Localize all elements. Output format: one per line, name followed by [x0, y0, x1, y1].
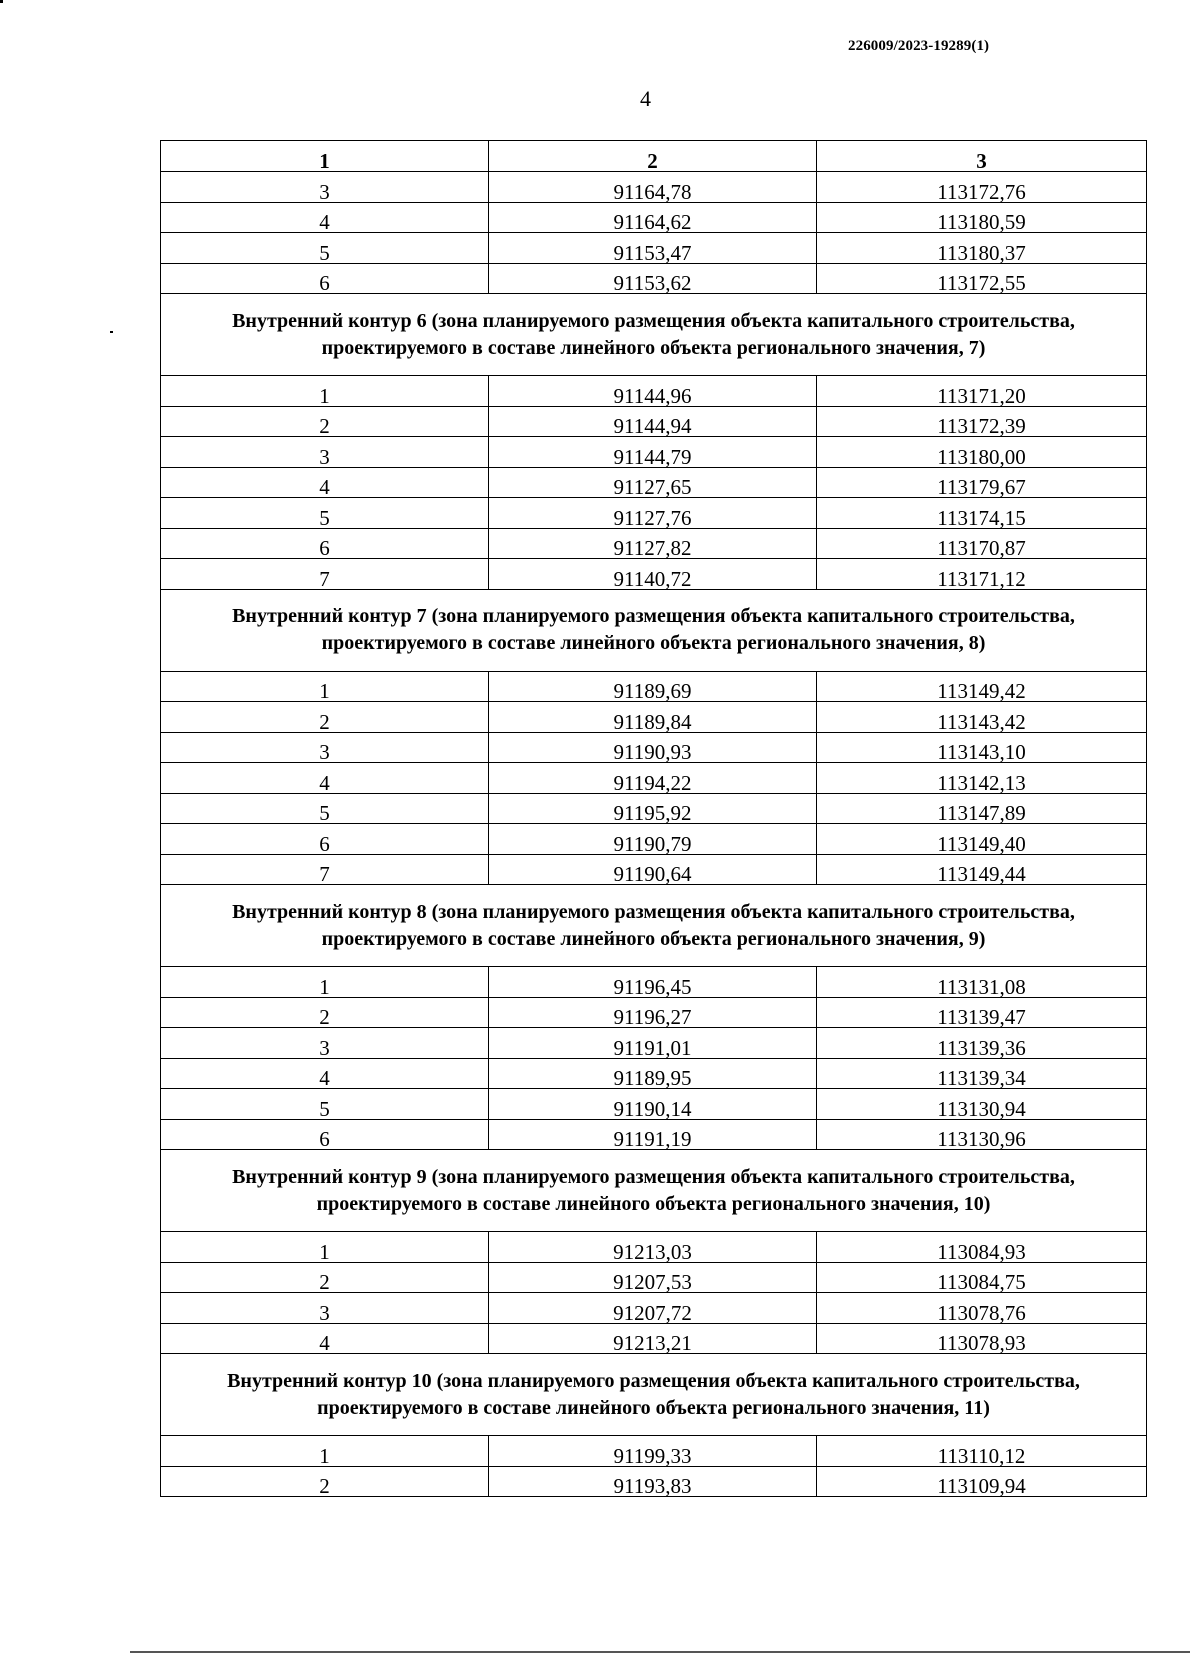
y-coordinate-cell: 113142,13 [817, 763, 1147, 794]
point-number-cell: 4 [161, 202, 489, 233]
y-coordinate-cell: 113180,59 [817, 202, 1147, 233]
table-row [161, 559, 1147, 590]
point-number-cell: 5 [161, 793, 489, 824]
x-coordinate-cell: 91196,45 [489, 967, 817, 998]
point-number-cell: 2 [161, 1262, 489, 1293]
table-row [161, 467, 1147, 498]
table-row [161, 997, 1147, 1028]
y-coordinate-cell: 113171,20 [817, 376, 1147, 407]
coordinates-table-container [160, 140, 1146, 1497]
contour-title: Внутренний контур 9 (зона планируемого размещения объекта капитального строительства, проектируемого в составе линейного объекта регионального значения, 10) [161, 1150, 1147, 1232]
point-number-cell: 6 [161, 1119, 489, 1150]
x-coordinate-cell: 91164,78 [489, 172, 817, 203]
table-row [161, 1028, 1147, 1059]
table-row [161, 406, 1147, 437]
x-coordinate-cell: 91153,62 [489, 263, 817, 294]
x-coordinate-cell: 91207,72 [489, 1293, 817, 1324]
column-header-1: 1 [161, 141, 489, 172]
contour-title-row [161, 885, 1147, 967]
table-row [161, 202, 1147, 233]
point-number-cell: 7 [161, 559, 489, 590]
point-number-cell: 1 [161, 376, 489, 407]
y-coordinate-cell: 113110,12 [817, 1436, 1147, 1467]
contour-title-row [161, 1354, 1147, 1436]
x-coordinate-cell: 91213,21 [489, 1323, 817, 1354]
table-row [161, 1262, 1147, 1293]
point-number-cell: 3 [161, 172, 489, 203]
contour-title-row [161, 589, 1147, 671]
point-number-cell: 6 [161, 528, 489, 559]
table-row [161, 172, 1147, 203]
x-coordinate-cell: 91191,01 [489, 1028, 817, 1059]
y-coordinate-cell: 113172,55 [817, 263, 1147, 294]
page-number: 4 [640, 86, 651, 111]
point-number-cell: 4 [161, 763, 489, 794]
y-coordinate-cell: 113179,67 [817, 467, 1147, 498]
y-coordinate-cell: 113143,10 [817, 732, 1147, 763]
y-coordinate-cell: 113130,94 [817, 1089, 1147, 1120]
point-number-cell: 6 [161, 263, 489, 294]
contour-title-row [161, 294, 1147, 376]
point-number-cell: 3 [161, 1028, 489, 1059]
x-coordinate-cell: 91194,22 [489, 763, 817, 794]
y-coordinate-cell: 113172,39 [817, 406, 1147, 437]
table-row [161, 793, 1147, 824]
point-number-cell: 1 [161, 967, 489, 998]
table-row [161, 1466, 1147, 1497]
x-coordinate-cell: 91191,19 [489, 1119, 817, 1150]
x-coordinate-cell: 91190,64 [489, 854, 817, 885]
table-row [161, 263, 1147, 294]
x-coordinate-cell: 91193,83 [489, 1466, 817, 1497]
table-row [161, 763, 1147, 794]
point-number-cell: 1 [161, 1232, 489, 1263]
table-header-row [161, 141, 1147, 172]
y-coordinate-cell: 113149,42 [817, 671, 1147, 702]
x-coordinate-cell: 91190,93 [489, 732, 817, 763]
x-coordinate-cell: 91195,92 [489, 793, 817, 824]
y-coordinate-cell: 113130,96 [817, 1119, 1147, 1150]
point-number-cell: 5 [161, 1089, 489, 1120]
table-row [161, 702, 1147, 733]
y-coordinate-cell: 113174,15 [817, 498, 1147, 529]
point-number-cell: 2 [161, 702, 489, 733]
table-row [161, 1058, 1147, 1089]
point-number-cell: 2 [161, 1466, 489, 1497]
y-coordinate-cell: 113139,47 [817, 997, 1147, 1028]
x-coordinate-cell: 91207,53 [489, 1262, 817, 1293]
point-number-cell: 3 [161, 437, 489, 468]
point-number-cell: 3 [161, 732, 489, 763]
table-row [161, 1293, 1147, 1324]
table-row [161, 1436, 1147, 1467]
coordinates-table [160, 140, 1147, 1497]
table-row [161, 732, 1147, 763]
y-coordinate-cell: 113147,89 [817, 793, 1147, 824]
table-row [161, 854, 1147, 885]
x-coordinate-cell: 91140,72 [489, 559, 817, 590]
point-number-cell: 1 [161, 1436, 489, 1467]
point-number-cell: 4 [161, 1323, 489, 1354]
y-coordinate-cell: 113149,40 [817, 824, 1147, 855]
table-row [161, 1089, 1147, 1120]
table-row [161, 1232, 1147, 1263]
x-coordinate-cell: 91196,27 [489, 997, 817, 1028]
point-number-cell: 4 [161, 467, 489, 498]
x-coordinate-cell: 91213,03 [489, 1232, 817, 1263]
table-row [161, 498, 1147, 529]
x-coordinate-cell: 91164,62 [489, 202, 817, 233]
point-number-cell: 5 [161, 498, 489, 529]
x-coordinate-cell: 91189,69 [489, 671, 817, 702]
x-coordinate-cell: 91144,94 [489, 406, 817, 437]
point-number-cell: 5 [161, 233, 489, 264]
contour-title: Внутренний контур 10 (зона планируемого размещения объекта капитального строительства, проектируемого в составе линейного объекта регионального значения, 11) [161, 1354, 1147, 1436]
table-row [161, 376, 1147, 407]
y-coordinate-cell: 113149,44 [817, 854, 1147, 885]
y-coordinate-cell: 113171,12 [817, 559, 1147, 590]
y-coordinate-cell: 113170,87 [817, 528, 1147, 559]
point-number-cell: 1 [161, 671, 489, 702]
table-row [161, 967, 1147, 998]
y-coordinate-cell: 113139,36 [817, 1028, 1147, 1059]
table-row [161, 824, 1147, 855]
x-coordinate-cell: 91127,82 [489, 528, 817, 559]
contour-title: Внутренний контур 8 (зона планируемого размещения объекта капитального строительства, проектируемого в составе линейного объекта регионального значения, 9) [161, 885, 1147, 967]
y-coordinate-cell: 113172,76 [817, 172, 1147, 203]
document-number: 226009/2023-19289(1) [848, 38, 990, 54]
scan-speck [110, 331, 113, 333]
table-body [161, 141, 1147, 1497]
y-coordinate-cell: 113139,34 [817, 1058, 1147, 1089]
x-coordinate-cell: 91127,76 [489, 498, 817, 529]
table-row [161, 671, 1147, 702]
x-coordinate-cell: 91190,14 [489, 1089, 817, 1120]
y-coordinate-cell: 113078,93 [817, 1323, 1147, 1354]
y-coordinate-cell: 113180,37 [817, 233, 1147, 264]
point-number-cell: 6 [161, 824, 489, 855]
y-coordinate-cell: 113109,94 [817, 1466, 1147, 1497]
y-coordinate-cell: 113143,42 [817, 702, 1147, 733]
column-header-3: 3 [817, 141, 1147, 172]
contour-title: Внутренний контур 6 (зона планируемого размещения объекта капитального строительства, проектируемого в составе линейного объекта регионального значения, 7) [161, 294, 1147, 376]
table-row [161, 233, 1147, 264]
table-row [161, 528, 1147, 559]
scan-bottom-edge [130, 1651, 1190, 1653]
point-number-cell: 4 [161, 1058, 489, 1089]
x-coordinate-cell: 91190,79 [489, 824, 817, 855]
x-coordinate-cell: 91153,47 [489, 233, 817, 264]
table-row [161, 437, 1147, 468]
x-coordinate-cell: 91189,84 [489, 702, 817, 733]
x-coordinate-cell: 91144,79 [489, 437, 817, 468]
scan-speck [0, 0, 3, 3]
y-coordinate-cell: 113084,75 [817, 1262, 1147, 1293]
x-coordinate-cell: 91199,33 [489, 1436, 817, 1467]
y-coordinate-cell: 113084,93 [817, 1232, 1147, 1263]
y-coordinate-cell: 113180,00 [817, 437, 1147, 468]
y-coordinate-cell: 113078,76 [817, 1293, 1147, 1324]
x-coordinate-cell: 91144,96 [489, 376, 817, 407]
contour-title: Внутренний контур 7 (зона планируемого размещения объекта капитального строительства, проектируемого в составе линейного объекта регионального значения, 8) [161, 589, 1147, 671]
x-coordinate-cell: 91127,65 [489, 467, 817, 498]
column-header-2: 2 [489, 141, 817, 172]
point-number-cell: 3 [161, 1293, 489, 1324]
table-row [161, 1323, 1147, 1354]
point-number-cell: 7 [161, 854, 489, 885]
y-coordinate-cell: 113131,08 [817, 967, 1147, 998]
x-coordinate-cell: 91189,95 [489, 1058, 817, 1089]
table-row [161, 1119, 1147, 1150]
point-number-cell: 2 [161, 997, 489, 1028]
point-number-cell: 2 [161, 406, 489, 437]
contour-title-row [161, 1150, 1147, 1232]
